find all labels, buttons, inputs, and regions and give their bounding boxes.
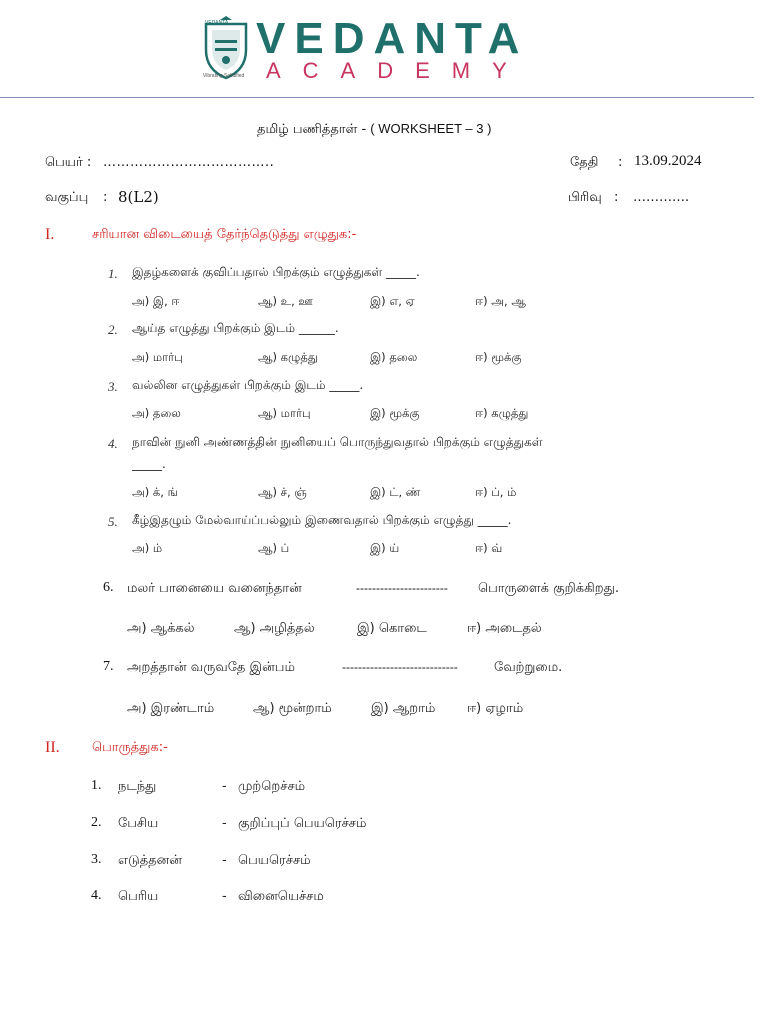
option-b[interactable]: ஆ) மார்பு bbox=[258, 406, 311, 420]
question-number: 5. bbox=[108, 514, 118, 529]
header-divider bbox=[0, 97, 754, 98]
crest-text: VEDANTA bbox=[205, 20, 229, 26]
section-separator: : bbox=[614, 190, 619, 205]
match-left: பெரிய bbox=[118, 889, 159, 904]
question-text: கீழ்இதழும் மேல்வாய்ப்பல்லும் இணைவதால் பிறக்கும் எழுத்து _____. bbox=[132, 513, 512, 527]
match-dash: - bbox=[222, 779, 227, 794]
name-field[interactable]: ……………………………….. bbox=[103, 155, 275, 170]
class-value: 8(L2) bbox=[118, 188, 159, 206]
option-d[interactable]: ஈ) அ, ஆ bbox=[475, 294, 526, 308]
school-header bbox=[0, 0, 768, 98]
match-dash: - bbox=[222, 853, 227, 868]
match-row-number: 4. bbox=[91, 888, 102, 903]
option-d[interactable]: ஈ) ப், ம் bbox=[475, 485, 517, 499]
option-c[interactable]: இ) கொடை bbox=[357, 621, 427, 636]
match-dash: - bbox=[222, 889, 227, 904]
match-row-number: 3. bbox=[91, 852, 102, 867]
section-field[interactable]: …………. bbox=[633, 190, 690, 205]
match-left: பேசிய bbox=[118, 816, 159, 831]
title-english: ( WORKSHEET – 3 ) bbox=[370, 121, 492, 136]
question-text: அறத்தான் வருவதே இன்பம் bbox=[127, 660, 295, 675]
section-label: பிரிவு bbox=[568, 190, 602, 205]
option-a[interactable]: அ) ம் bbox=[132, 541, 163, 555]
option-d[interactable]: ஈ) ஏழாம் bbox=[467, 701, 524, 716]
question-text: ஆய்த எழுத்து பிறக்கும் இடம் ______. bbox=[132, 321, 339, 335]
match-right: முற்றெச்சம் bbox=[238, 779, 306, 794]
match-row-number: 1. bbox=[91, 778, 102, 793]
option-c[interactable]: இ) தலை bbox=[370, 350, 418, 364]
match-right: பெயரெச்சம் bbox=[238, 853, 311, 868]
worksheet-title bbox=[257, 121, 491, 138]
option-d[interactable]: ஈ) கழுத்து bbox=[475, 406, 529, 420]
brand-tagline: Vibrating Solidified bbox=[203, 73, 245, 79]
section-1-heading: சரியான விடையைத் தேர்ந்தெடுத்து எழுதுக:- bbox=[92, 227, 357, 242]
class-separator: : bbox=[103, 190, 108, 205]
question-number: 6. bbox=[103, 580, 114, 595]
option-a[interactable]: அ) இரண்டாம் bbox=[127, 701, 215, 716]
option-d[interactable]: ஈ) மூக்கு bbox=[475, 350, 522, 364]
question-text: மலர் பானையை வனைந்தான் bbox=[127, 581, 302, 596]
option-b[interactable]: ஆ) ப் bbox=[258, 541, 290, 555]
section-2-heading: பொருத்துக:- bbox=[92, 740, 168, 755]
option-a[interactable]: அ) மார்பு bbox=[132, 350, 183, 364]
question-text-continued: _____. bbox=[132, 457, 166, 471]
question-number: 2. bbox=[108, 322, 118, 337]
match-right: வினையெச்சம bbox=[238, 889, 324, 904]
option-c[interactable]: இ) ட், ண் bbox=[370, 485, 421, 499]
date-separator: : bbox=[618, 155, 623, 170]
question-number: 3. bbox=[108, 379, 118, 394]
option-d[interactable]: ஈ) அடைதல் bbox=[467, 621, 542, 636]
section-1-numeral: I. bbox=[45, 226, 55, 243]
option-a[interactable]: அ) இ, ஈ bbox=[132, 294, 180, 308]
date-value: 13.09.2024 bbox=[634, 153, 702, 169]
option-c[interactable]: இ) எ, ஏ bbox=[370, 294, 415, 308]
match-right: குறிப்புப் பெயரெச்சம் bbox=[238, 816, 367, 831]
name-label: பெயர் : bbox=[45, 155, 92, 170]
option-a[interactable]: அ) ஆக்கல் bbox=[127, 621, 195, 636]
match-left: எடுத்தனன் bbox=[118, 853, 182, 868]
class-label: வகுப்பு bbox=[45, 190, 89, 205]
question-text-end: பொருளைக் குறிக்கிறது. bbox=[478, 581, 619, 596]
option-c[interactable]: இ) மூக்கு bbox=[370, 406, 420, 420]
answer-blank[interactable]: ----------------------------- bbox=[342, 660, 458, 674]
match-row-number: 2. bbox=[91, 815, 102, 830]
question-number: 7. bbox=[103, 659, 114, 674]
option-c[interactable]: இ) ய் bbox=[370, 541, 400, 555]
match-dash: - bbox=[222, 816, 227, 831]
question-text: வல்லின எழுத்துகள் பிறக்கும் இடம் _____. bbox=[132, 378, 364, 392]
option-c[interactable]: இ) ஆறாம் bbox=[371, 701, 436, 716]
title-tamil: தமிழ் பணித்தாள் - bbox=[257, 122, 367, 137]
question-text: இதழ்களைக் குவிப்பதால் பிறக்கும் எழுத்துகள் _____. bbox=[132, 265, 420, 279]
brand-name: VEDANTA bbox=[256, 14, 529, 63]
date-label: தேதி bbox=[570, 155, 599, 170]
option-b[interactable]: ஆ) உ, ஊ bbox=[258, 294, 313, 308]
question-text-end: வேற்றுமை. bbox=[494, 660, 563, 675]
option-a[interactable]: அ) தலை bbox=[132, 406, 181, 420]
option-b[interactable]: ஆ) ச், ஞ் bbox=[258, 485, 307, 499]
option-b[interactable]: ஆ) கழுத்து bbox=[258, 350, 318, 364]
question-number: 4. bbox=[108, 436, 118, 451]
option-a[interactable]: அ) க், ங் bbox=[132, 485, 178, 499]
match-left: நடந்து bbox=[118, 779, 157, 794]
section-2-numeral: II. bbox=[45, 739, 60, 756]
option-b[interactable]: ஆ) மூன்றாம் bbox=[253, 701, 332, 716]
question-text: நாவின் நுனி அண்ணத்தின் நுனியைப் பொருந்துவதால் பிறக்கும் எழுத்துகள் bbox=[132, 435, 543, 449]
question-number: 1. bbox=[108, 266, 118, 281]
option-d[interactable]: ஈ) வ் bbox=[475, 541, 503, 555]
brand-subtitle: ACADEMY bbox=[266, 58, 529, 83]
answer-blank[interactable]: ----------------------- bbox=[356, 581, 448, 595]
option-b[interactable]: ஆ) அழித்தல் bbox=[234, 621, 315, 636]
